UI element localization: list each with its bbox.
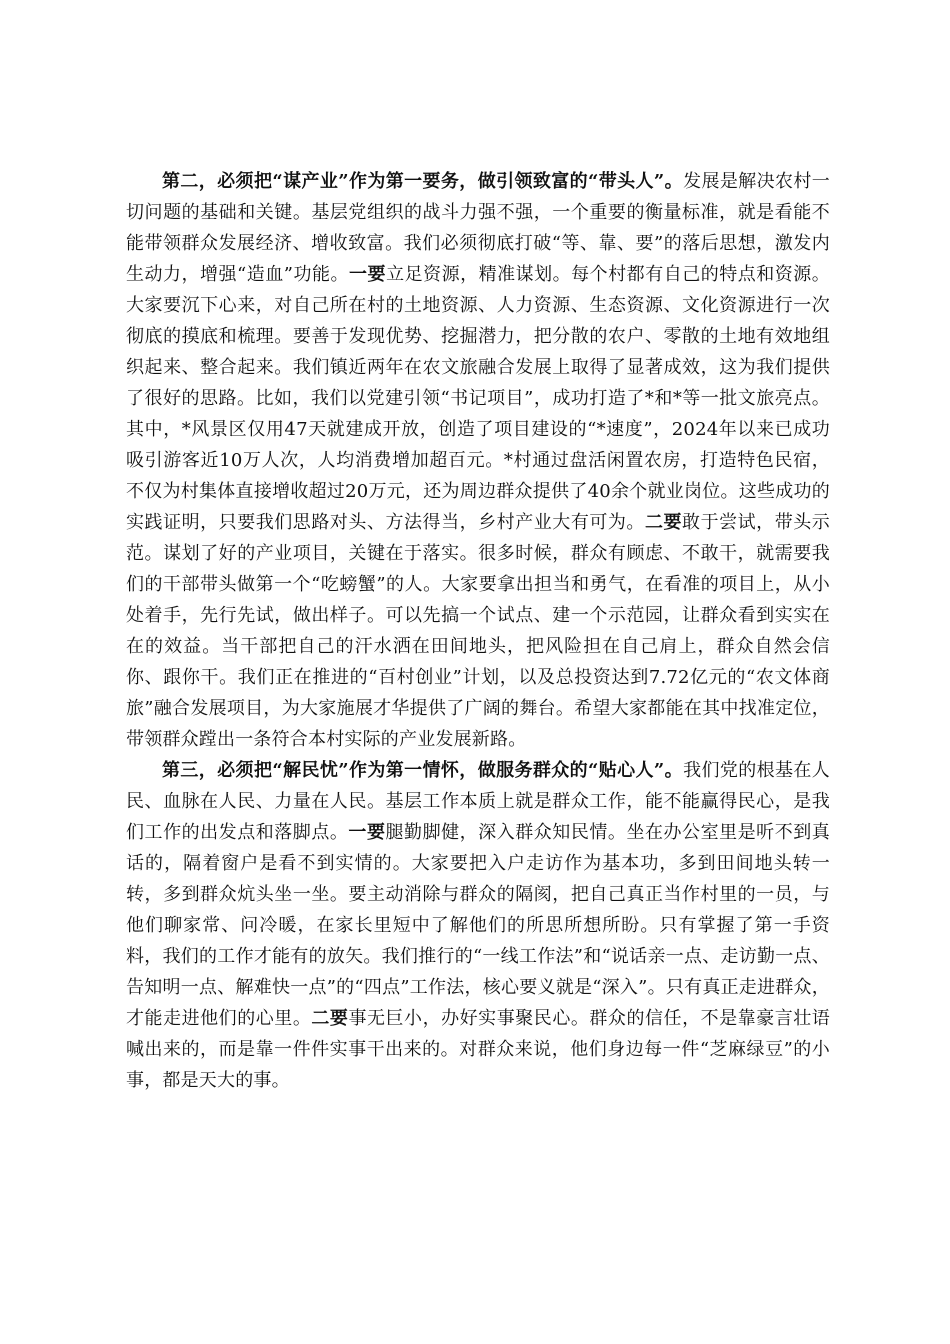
paragraph-second-point [126,166,830,755]
paragraph-third-point [126,755,830,1096]
heading-third-point: 第三，必须把“解民忧”作为第一情怀，做服务群众的“贴心人”。 [162,760,684,781]
body-text: 我们党的根基在人民、血脉在人民、力量在人民。基层工作本质上就是群众工作，能不能赢得民心，是我们工作的出发点和落脚点。 [126,760,830,843]
body-text: 事无巨小，办好实事聚民心。群众的信任，不是靠豪言壮语喊出来的，而是靠一件件实事干出来的。对群众来说，他们身边每一件“芝麻绿豆”的小事，都是天大的事。 [126,1008,831,1091]
body-text: 敢于尝试，带头示范。谋划了好的产业项目，关键在于落实。很多时候，群众有顾虑、不敢干，就需要我们的干部带头做第一个“吃螃蟹”的人。大家要拿出担当和勇气，在看准的项目上，从小处着手，先行先试，做出样子。可以先搞一个试点、建一个示范园，让群众看到实实在在的效益。当干部把自己的汗水洒在田间地头，把风险担在自己肩上，群众自然会信你、跟你干。我们正在推进的“百村创业”计划，以及总投资达到7.72亿元的“农文体商旅”融合发展项目，为大家施展才华提供了广阔的舞台。希望大家都能在其中找准定位，带领群众蹚出一条符合本村实际的产业发展新路。 [126,512,830,750]
heading-second-point: 第二，必须把“谋产业”作为第一要务，做引领致富的“带头人”。 [162,171,684,192]
body-text: 立足资源，精准谋划。每个村都有自己的特点和资源。大家要沉下心来，对自己所在村的土地资源、人力资源、生态资源、文化资源进行一次彻底的摸底和梳理。要善于发现优势、挖掘潜力，把分散的农户、零散的土地有效地组织起来、整合起来。我们镇近两年在农文旅融合发展上取得了显著成效，这为我们提供了很好的思路。比如，我们以党建引领“书记项目”，成功打造了*和*等一批文旅亮点。其中，*风景区仅用47天就建成开放，创造了项目建设的“*速度”，2024年以来已成功吸引游客近10万人次，人均消费增加超百元。*村通过盘活闲置农房，打造特色民宿，不仅为村集体直接增收超过20万元，还为周边群众提供了40余个就业岗位。这些成功的实践证明，只要我们思路对头、方法得当，乡村产业大有可为。 [126,264,830,533]
body-text: 发展是解决农村一切问题的基础和关键。基层党组织的战斗力强不强，一个重要的衡量标准，就是看能不能带领群众发展经济、增收致富。我们必须彻底打破“等、靠、要”的落后思想，激发内生动力，增强“造血”功能。 [126,171,830,285]
document-body [126,166,830,1096]
subpoint-marker-two: 二要 [644,512,683,533]
body-text: 腿勤脚健，深入群众知民情。坐在办公室里是听不到真话的，隔着窗户是看不到实情的。大家要把入户走访作为基本功，多到田间地头转一转，多到群众炕头坐一坐。要主动消除与群众的隔阂，把自己真正当作村里的一员，与他们聊家常、问冷暖，在家长里短中了解他们的所思所想所盼。只有掌握了第一手资料，我们的工作才能有的放矢。我们推行的“一线工作法”和“说话亲一点、走访勤一点、告知明一点、解难快一点”的“四点”工作法，核心要义就是“深入”。只有真正走进群众，才能走进他们的心里。 [126,822,830,1029]
subpoint-marker-two: 二要 [311,1008,349,1029]
subpoint-marker-one: 一要 [349,264,387,285]
subpoint-marker-one: 一要 [348,822,386,843]
